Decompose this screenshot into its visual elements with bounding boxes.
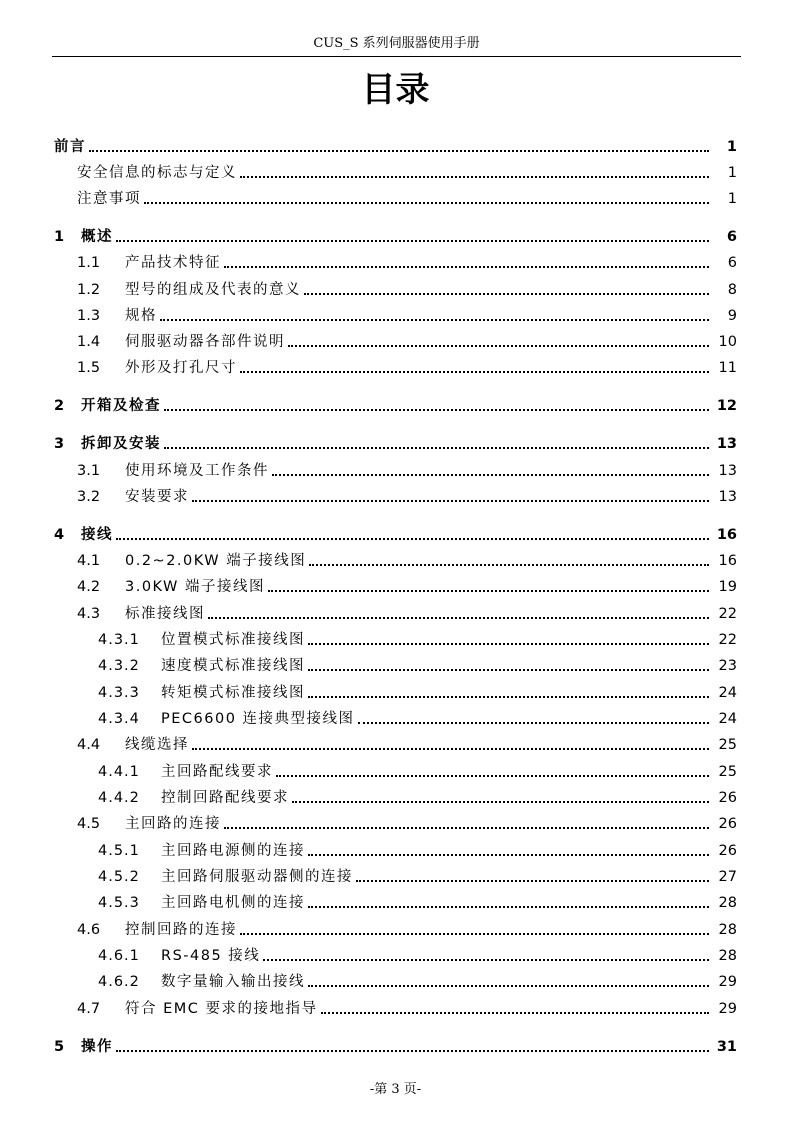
toc-page-number: 6: [727, 255, 737, 271]
toc-entry-safety-info[interactable]: [0, 162, 791, 182]
toc-entry-3-2[interactable]: [0, 486, 791, 506]
toc-number: 1.2: [77, 282, 101, 298]
toc-entry-3-1[interactable]: [0, 460, 791, 480]
toc-number: 1.5: [77, 360, 101, 376]
toc-leader-dots: [358, 722, 709, 724]
toc-label: 主回路的连接: [125, 816, 221, 832]
toc-number: 4.5.2: [98, 869, 140, 885]
toc-leader-dots: [192, 500, 709, 502]
toc-entry-1-4[interactable]: [0, 331, 791, 351]
toc-label: 0.2~2.0KW 端子接线图: [125, 553, 307, 569]
toc-leader-dots: [160, 319, 709, 321]
toc-number: 3.2: [77, 489, 101, 505]
toc-entry-4-6-2[interactable]: [0, 971, 791, 991]
toc-number: 4.5: [77, 816, 101, 832]
toc-leader-dots: [89, 150, 709, 152]
toc-number: 4.4: [77, 737, 101, 753]
toc-number: 4.3: [77, 606, 101, 622]
toc-number: 4.6.2: [98, 974, 140, 990]
toc-entry-4-5-2[interactable]: [0, 866, 791, 886]
toc-page-number: 16: [716, 527, 737, 543]
toc-entry-4-1[interactable]: [0, 550, 791, 570]
toc-page-number: 27: [718, 869, 737, 885]
toc-number: 4: [54, 527, 65, 543]
toc-entry-3[interactable]: [0, 433, 791, 453]
toc-number: 5: [54, 1039, 65, 1055]
toc-page-number: 22: [718, 632, 737, 648]
toc-label: 控制回路配线要求: [161, 790, 289, 806]
toc-label: 操作: [81, 1039, 113, 1055]
toc-entry-4[interactable]: [0, 524, 791, 544]
toc-number: 3.1: [77, 463, 101, 479]
toc-entry-preface[interactable]: [0, 136, 791, 156]
toc-leader-dots: [263, 959, 709, 961]
toc-label: 主回路电机侧的连接: [161, 895, 305, 911]
toc-label: 3.0KW 端子接线图: [125, 579, 265, 595]
toc-page-number: 19: [718, 579, 737, 595]
toc-page-number: 6: [726, 229, 737, 245]
toc-number: 4.1: [77, 553, 101, 569]
toc-page-number: 24: [718, 685, 737, 701]
toc-leader-dots: [224, 266, 709, 268]
toc-entry-1-3[interactable]: [0, 305, 791, 325]
toc-entry-4-7[interactable]: [0, 998, 791, 1018]
toc-page-number: 13: [718, 489, 737, 505]
toc-leader-dots: [308, 906, 709, 908]
toc-entry-4-3[interactable]: [0, 603, 791, 623]
toc-page-number: 26: [718, 790, 737, 806]
toc-page-number: 22: [718, 606, 737, 622]
toc-label: 型号的组成及代表的意义: [125, 282, 301, 298]
toc-page-number: 1: [727, 191, 737, 207]
toc-label: 主回路伺服驱动器侧的连接: [161, 869, 353, 885]
toc-page-number: 29: [718, 974, 737, 990]
toc-number: 4.6.1: [98, 948, 140, 964]
toc-page-number: 29: [718, 1001, 737, 1017]
toc-leader-dots: [308, 854, 709, 856]
toc-leader-dots: [308, 696, 709, 698]
toc-label: 转矩模式标准接线图: [161, 685, 305, 701]
toc-leader-dots: [321, 1012, 709, 1014]
toc-entry-4-3-1[interactable]: [0, 629, 791, 649]
toc-label: 伺服驱动器各部件说明: [125, 334, 285, 350]
page-footer: -第 3 页-: [369, 1082, 422, 1097]
toc-label: 标准接线图: [125, 606, 205, 622]
toc-number: 4.3.2: [98, 658, 140, 674]
toc-leader-dots: [240, 933, 709, 935]
toc-leader-dots: [268, 590, 709, 592]
toc-label: 速度模式标准接线图: [161, 658, 305, 674]
toc-page-number: 13: [716, 436, 737, 452]
toc-page-number: 24: [718, 711, 737, 727]
toc-leader-dots: [192, 748, 709, 750]
toc-number: 1.1: [77, 255, 101, 271]
toc-label: 外形及打孔尺寸: [125, 360, 237, 376]
toc-number: 4.3.1: [98, 632, 140, 648]
toc-entry-4-5-3[interactable]: [0, 892, 791, 912]
toc-entry-1[interactable]: [0, 226, 791, 246]
toc-leader-dots: [356, 880, 709, 882]
toc-label: 概述: [81, 229, 113, 245]
toc-label: 前言: [54, 139, 86, 155]
toc-leader-dots: [224, 827, 709, 829]
toc-entry-2[interactable]: [0, 395, 791, 415]
toc-label: 产品技术特征: [125, 255, 221, 271]
toc-leader-dots: [308, 643, 709, 645]
toc-page-number: 31: [716, 1039, 737, 1055]
toc-number: 4.5.1: [98, 843, 140, 859]
toc-entry-4-5-1[interactable]: [0, 840, 791, 860]
toc-page-number: 11: [718, 360, 737, 376]
toc-number: 4.5.3: [98, 895, 140, 911]
toc-leader-dots: [164, 447, 709, 449]
toc-page-number: 26: [718, 843, 737, 859]
toc-label: 拆卸及安装: [81, 436, 161, 452]
toc-label: 主回路配线要求: [161, 764, 273, 780]
toc-leader-dots: [272, 474, 709, 476]
page-title: 目录: [361, 70, 430, 110]
toc-label: 安装要求: [125, 489, 189, 505]
toc-number: 2: [54, 398, 65, 414]
toc-page-number: 1: [727, 165, 737, 181]
toc-label: 使用环境及工作条件: [125, 463, 269, 479]
toc-entry-4-4-1[interactable]: [0, 761, 791, 781]
toc-label: 安全信息的标志与定义: [77, 165, 237, 181]
toc-label: 规格: [125, 308, 157, 324]
toc-leader-dots: [304, 293, 709, 295]
toc-number: 4.3.3: [98, 685, 140, 701]
toc-page-number: 8: [727, 282, 737, 298]
toc-label: RS-485 接线: [161, 948, 261, 964]
toc-page-number: 28: [718, 948, 737, 964]
toc-label: 位置模式标准接线图: [161, 632, 305, 648]
toc-page-number: 9: [727, 308, 737, 324]
toc-page-number: 28: [718, 895, 737, 911]
toc-number: 4.4.2: [98, 790, 140, 806]
header-rule: [52, 56, 741, 57]
toc-page-number: 12: [716, 398, 737, 414]
toc-entry-4-6-1[interactable]: [0, 945, 791, 965]
toc-leader-dots: [309, 564, 709, 566]
toc-label: 控制回路的连接: [125, 922, 237, 938]
toc-entry-4-3-2[interactable]: [0, 655, 791, 675]
toc-page-number: 23: [718, 658, 737, 674]
toc-label: 符合 EMC 要求的接地指导: [125, 1001, 318, 1017]
toc-number: 1.3: [77, 308, 101, 324]
toc-label: 接线: [81, 527, 113, 543]
toc-page-number: 25: [718, 737, 737, 753]
toc-number: 1: [54, 229, 65, 245]
toc-number: 4.2: [77, 579, 101, 595]
toc-number: 4.3.4: [98, 711, 140, 727]
toc-number: 4.4.1: [98, 764, 140, 780]
toc-entry-4-2[interactable]: [0, 576, 791, 596]
toc-leader-dots: [308, 985, 709, 987]
toc-entry-4-4-2[interactable]: [0, 787, 791, 807]
toc-label: 注意事项: [77, 191, 141, 207]
toc-leader-dots: [116, 538, 709, 540]
toc-page-number: 26: [718, 816, 737, 832]
toc-leader-dots: [116, 240, 709, 242]
toc-label: 数字量输入输出接线: [161, 974, 305, 990]
toc-entry-1-1[interactable]: [0, 252, 791, 272]
toc-entry-precautions[interactable]: [0, 188, 791, 208]
toc-entry-5[interactable]: [0, 1036, 791, 1056]
toc-entry-4-3-4[interactable]: [0, 708, 791, 728]
toc-leader-dots: [208, 617, 709, 619]
toc-label: 线缆选择: [125, 737, 189, 753]
toc-number: 3: [54, 436, 65, 452]
toc-leader-dots: [276, 775, 709, 777]
toc-page-number: 10: [718, 334, 737, 350]
toc-page-number: 16: [718, 553, 737, 569]
toc-leader-dots: [144, 202, 709, 204]
toc-page-number: 1: [726, 139, 737, 155]
toc-entry-4-6[interactable]: [0, 919, 791, 939]
toc-leader-dots: [308, 669, 709, 671]
toc-page-number: 13: [718, 463, 737, 479]
toc-label: PEC6600 连接典型接线图: [161, 711, 355, 727]
toc-number: 1.4: [77, 334, 101, 350]
toc-entry-1-5[interactable]: [0, 357, 791, 377]
toc-leader-dots: [292, 801, 709, 803]
toc-number: 4.6: [77, 922, 101, 938]
toc-label: 主回路电源侧的连接: [161, 843, 305, 859]
toc-page-number: 25: [718, 764, 737, 780]
toc-leader-dots: [164, 409, 709, 411]
toc-entry-4-5[interactable]: [0, 813, 791, 833]
toc-entry-1-2[interactable]: [0, 279, 791, 299]
toc-leader-dots: [240, 371, 709, 373]
toc-entry-4-4[interactable]: [0, 734, 791, 754]
toc-leader-dots: [288, 345, 709, 347]
toc-number: 4.7: [77, 1001, 101, 1017]
page-header: CUS_S 系列伺服器使用手册: [313, 36, 480, 51]
toc-leader-dots: [116, 1050, 709, 1052]
toc-entry-4-3-3[interactable]: [0, 682, 791, 702]
toc-leader-dots: [240, 176, 709, 178]
toc-page-number: 28: [718, 922, 737, 938]
toc-label: 开箱及检查: [81, 398, 161, 414]
